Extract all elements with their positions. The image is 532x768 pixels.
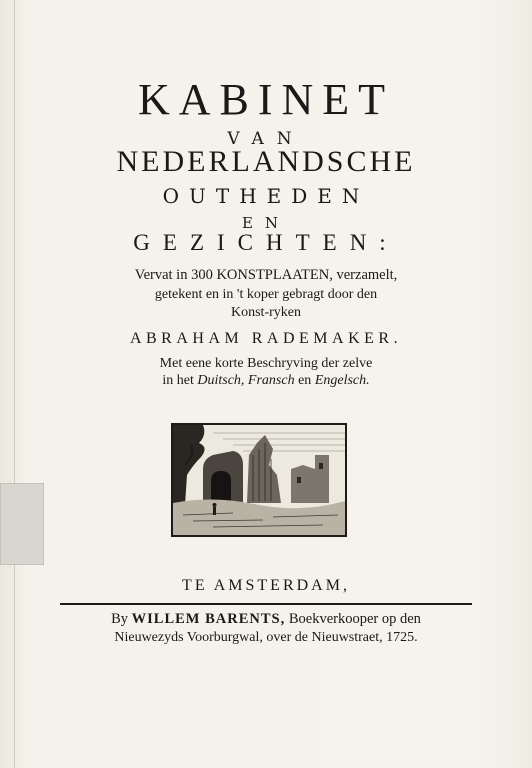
title-gezichten: GEZICHTEN: bbox=[133, 230, 399, 255]
book-title: KABINET bbox=[137, 75, 395, 124]
language-english: Engelsch. bbox=[314, 373, 370, 388]
languages-prefix: in het bbox=[162, 373, 194, 388]
imprint-by: By bbox=[111, 611, 128, 627]
imprint-publisher-trade: Boekverkooper op den bbox=[288, 611, 421, 627]
imprint-place: TE AMSTERDAM, bbox=[182, 577, 350, 594]
title-en: EN bbox=[241, 214, 291, 232]
title-van: VAN bbox=[227, 129, 305, 149]
languages-conjunction: en bbox=[298, 373, 312, 388]
library-label-tape bbox=[0, 483, 44, 565]
imprint-publisher: WILLEM BARENTS, bbox=[131, 611, 286, 627]
imprint-rule bbox=[60, 603, 472, 605]
description-met: Met eene korte Beschryving der zelve bbox=[159, 356, 373, 371]
ruin-landscape-engraving-icon bbox=[171, 423, 347, 537]
language-dutch: Duitsch, bbox=[197, 373, 245, 388]
title-nederlandsche: NEDERLANDSCHE bbox=[116, 145, 416, 178]
imprint-publisher-line bbox=[0, 611, 532, 628]
subtitle-vervat: Vervat in 300 KONSTPLAATEN, verzamelt, bbox=[134, 267, 398, 283]
subtitle-getekent: getekent en in 't koper gebragt door den bbox=[154, 287, 378, 302]
imprint-address: Nieuwezyds Voorburgwal, over de Nieuwstraet, 1725. bbox=[114, 630, 418, 645]
author-name: ABRAHAM RADEMAKER. bbox=[129, 330, 403, 347]
subtitle-konst: Konst-ryken bbox=[231, 305, 301, 320]
description-languages bbox=[0, 373, 532, 389]
title-outheden: OUTHEDEN bbox=[162, 184, 370, 208]
language-french: Fransch bbox=[247, 373, 295, 388]
